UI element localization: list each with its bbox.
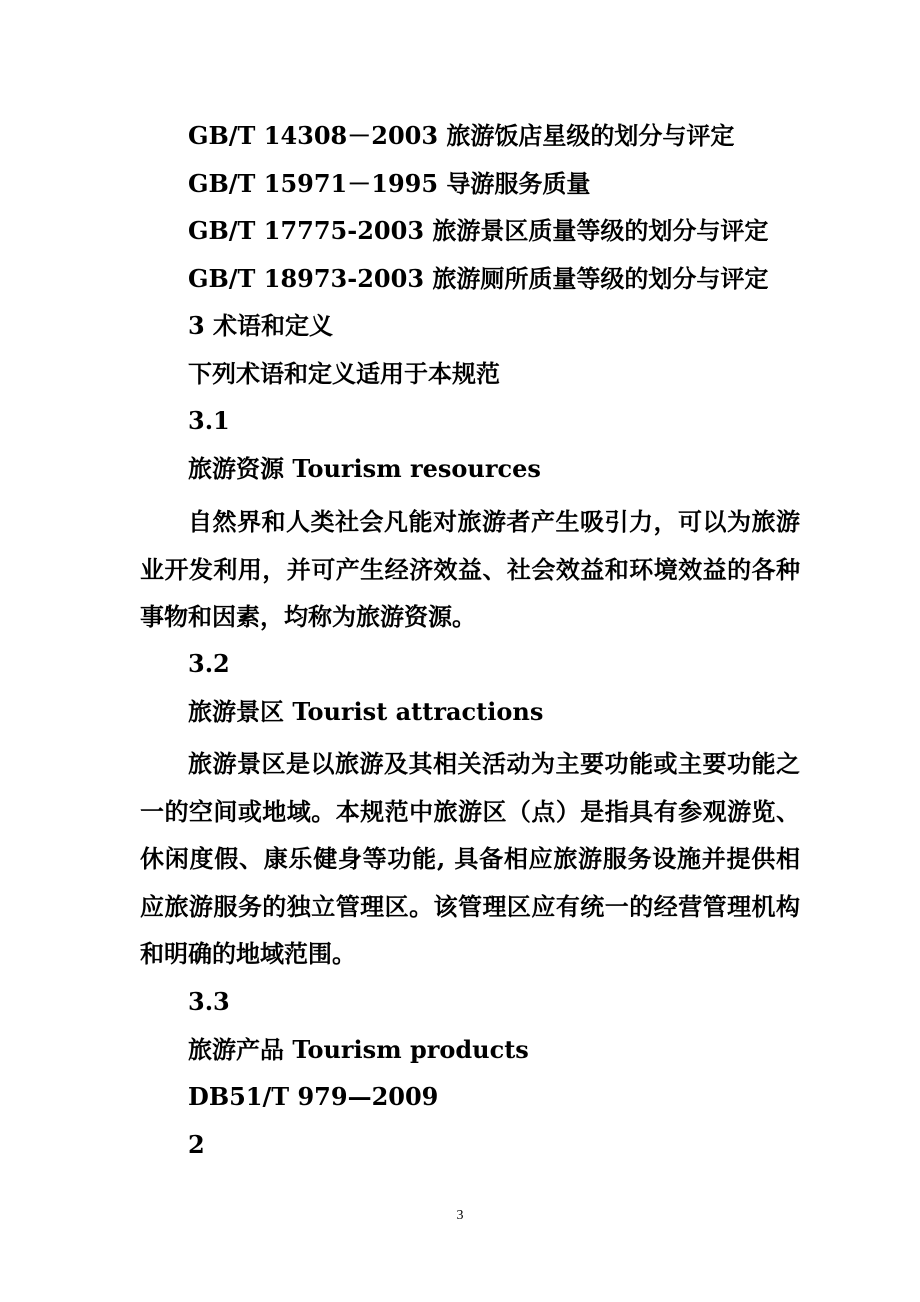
- section-intro: 下列术语和定义适用于本规范: [188, 359, 500, 388]
- reference-item: GB/T 18973-2003 旅游厕所质量等级的划分与评定: [188, 264, 769, 293]
- reference-item: GB/T 15971－1995 导游服务质量: [188, 169, 591, 198]
- section-heading: 3 术语和定义: [188, 311, 334, 340]
- term-title: 旅游资源 Tourism resources: [188, 454, 541, 483]
- term-title: 旅游产品 Tourism products: [188, 1035, 529, 1064]
- term-definition: 自然界和人类社会凡能对旅游者产生吸引力，可以为旅游业开发利用，并可产生经济效益、社会效益和环境效益的各种事物和因素，均称为旅游资源。: [140, 507, 800, 631]
- term-definition: 旅游景区是以旅游及其相关活动为主要功能或主要功能之一的空间或地域。本规范中旅游区（点）是指具有参观游览、休闲度假、康乐健身等功能, 具备相应旅游服务设施并提供相应旅游服务的独立管理区。该管理区应有统一的经营管理机构和明确的地域范围。: [140, 749, 800, 968]
- standard-code: DB51/T 979—2009: [188, 1082, 439, 1111]
- original-page-number: 2: [188, 1130, 205, 1159]
- term-number: 3.3: [188, 987, 230, 1016]
- term-number: 3.1: [188, 406, 230, 435]
- page-number: 3: [456, 1208, 464, 1223]
- term-number: 3.2: [188, 649, 230, 678]
- term-title: 旅游景区 Tourist attractions: [188, 697, 544, 726]
- reference-item: GB/T 14308－2003 旅游饭店星级的划分与评定: [188, 121, 735, 150]
- reference-item: GB/T 17775-2003 旅游景区质量等级的划分与评定: [188, 216, 769, 245]
